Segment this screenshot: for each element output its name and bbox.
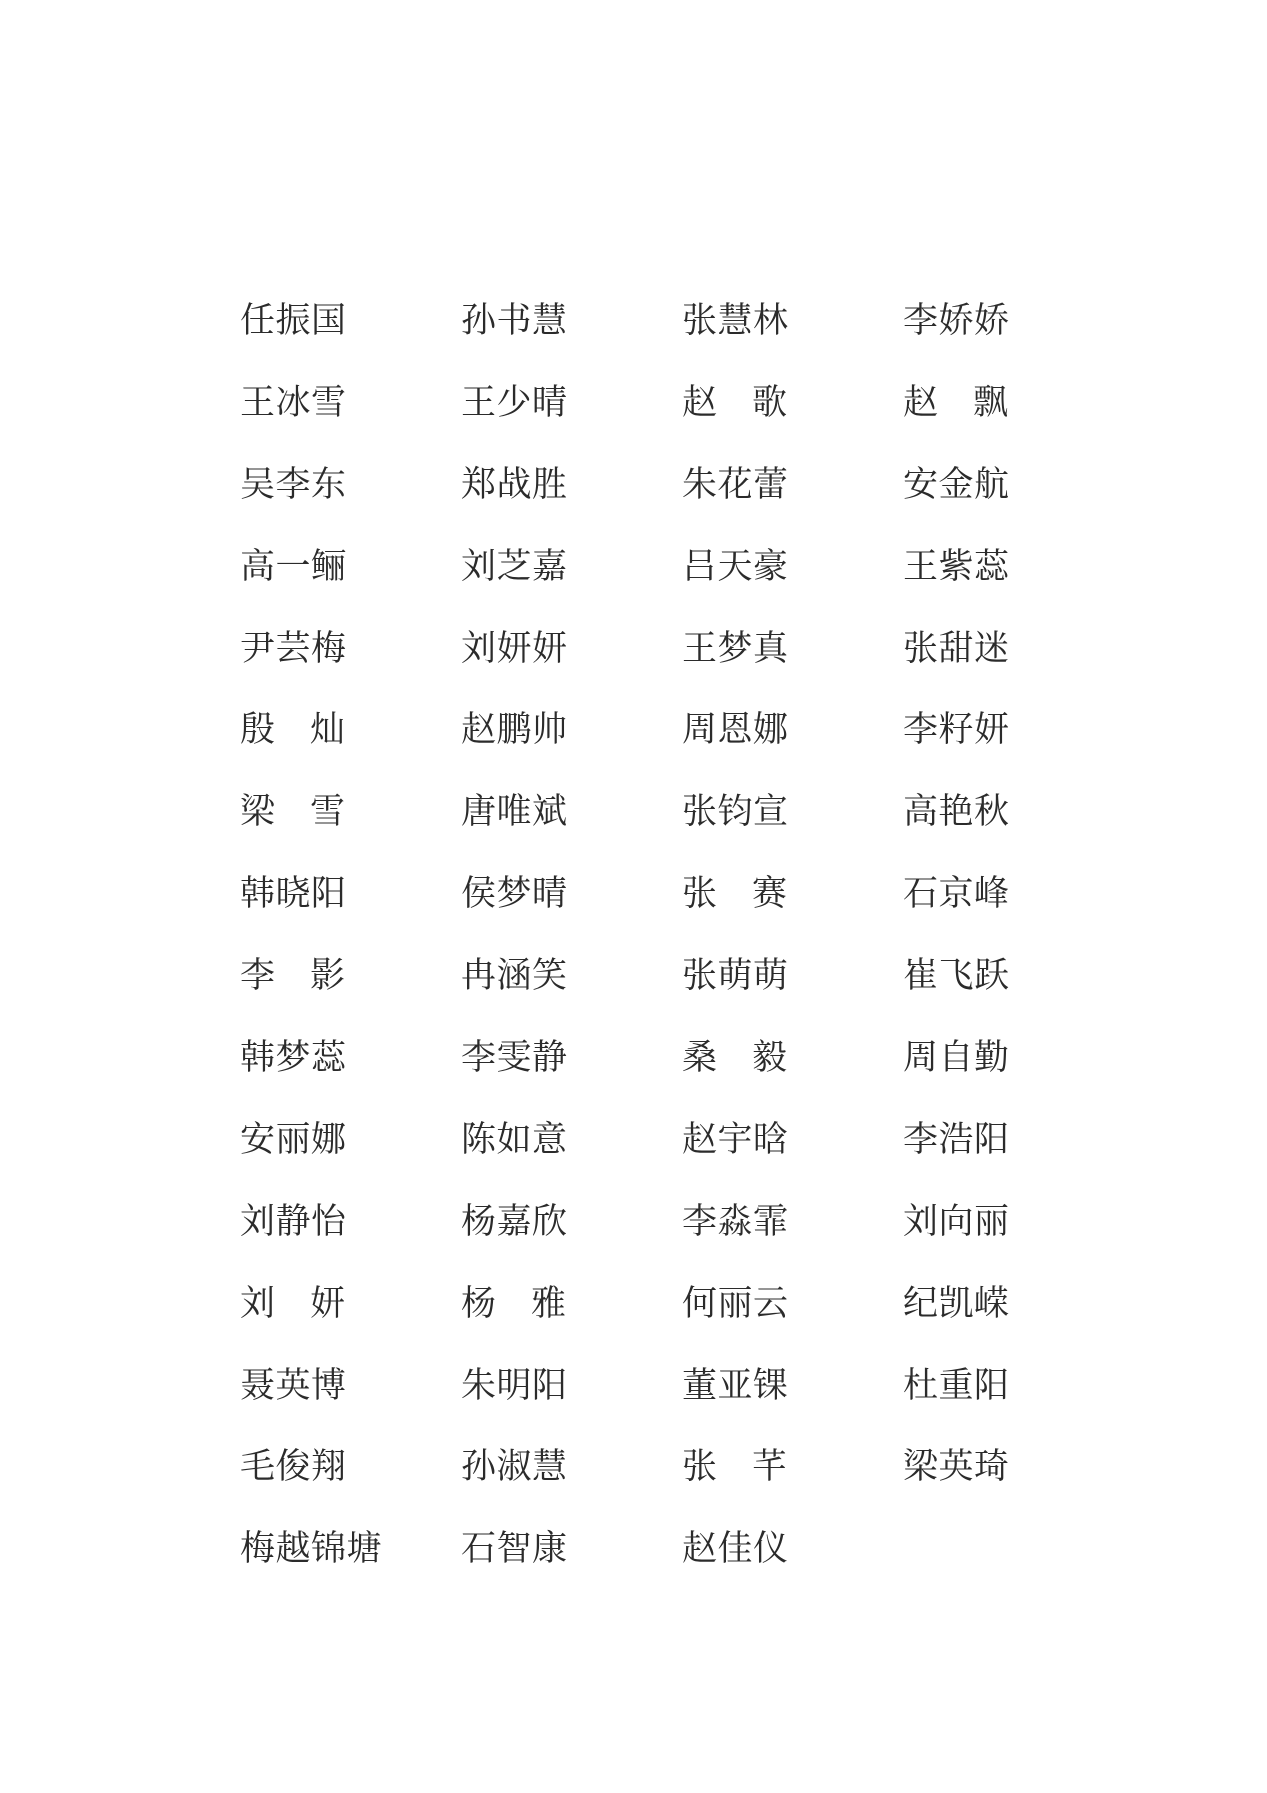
name-entry: 桑 毅: [682, 1038, 788, 1079]
name-entry: 冉涵笑: [461, 956, 568, 997]
name-entry: 安金航: [903, 464, 1010, 505]
name-entry: 张甜迷: [903, 628, 1010, 669]
name-entry: 赵鹏帅: [461, 710, 568, 751]
name-entry: 朱花蕾: [682, 464, 789, 505]
name-entry: 石智康: [461, 1529, 568, 1570]
name-entry: 李娇娇: [903, 301, 1010, 341]
name-entry: 梁 雪: [240, 792, 346, 833]
name-entry: 韩晓阳: [240, 874, 347, 915]
name-entry: 李雯静: [461, 1038, 568, 1079]
name-entry: 杜重阳: [903, 1365, 1010, 1406]
name-entry: 周自勤: [903, 1038, 1010, 1079]
name-entry: 王梦真: [682, 628, 789, 669]
name-entry: 李淼霏: [682, 1201, 789, 1242]
name-entry: 张 芊: [682, 1447, 788, 1488]
name-entry: 王冰雪: [240, 382, 347, 423]
name-entry: 刘静怡: [240, 1201, 347, 1242]
name-entry: 周恩娜: [682, 710, 789, 751]
name-entry: 张慧林: [682, 301, 789, 341]
name-entry: 陈如意: [461, 1119, 568, 1160]
name-entry: 赵宇晗: [682, 1119, 789, 1160]
name-entry: 梅越锦塘: [240, 1529, 383, 1570]
name-entry: 纪凯嵘: [903, 1283, 1010, 1324]
name-entry: 侯梦晴: [461, 874, 568, 915]
name-entry: 刘 妍: [240, 1283, 346, 1324]
name-entry: 郑战胜: [461, 464, 568, 505]
name-entry: 赵 歌: [682, 382, 788, 423]
name-entry: [903, 1519, 1070, 1579]
name-entry: 张 赛: [682, 874, 788, 915]
name-entry: 韩梦蕊: [240, 1038, 347, 1079]
name-entry: 杨嘉欣: [461, 1201, 568, 1242]
name-entry: 赵 飘: [903, 382, 1009, 423]
name-entry: 王少晴: [461, 382, 568, 423]
name-entry: 尹芸梅: [240, 628, 347, 669]
name-entry: 李浩阳: [903, 1119, 1010, 1160]
name-entry: 刘向丽: [903, 1201, 1010, 1242]
name-entry: 高艳秋: [903, 792, 1010, 833]
name-entry: 何丽云: [682, 1283, 789, 1324]
name-entry: 梁英琦: [903, 1447, 1010, 1488]
name-entry: 聂英博: [240, 1365, 347, 1406]
name-entry: 张萌萌: [682, 956, 789, 997]
name-entry: 李 影: [240, 956, 346, 997]
name-entry: 毛俊翔: [240, 1447, 347, 1488]
name-entry: 任振国: [240, 301, 347, 341]
name-entry: 刘芝嘉: [461, 546, 568, 587]
name-entry: 董亚锞: [682, 1365, 789, 1406]
name-entry: 李籽妍: [903, 710, 1010, 751]
name-entry: 刘妍妍: [461, 628, 568, 669]
name-entry: 朱明阳: [461, 1365, 568, 1406]
name-entry: 张钧宣: [682, 792, 789, 833]
name-list: [240, 291, 1070, 1601]
name-entry: 吕天豪: [682, 546, 789, 587]
name-entry: 安丽娜: [240, 1119, 347, 1160]
name-entry: 高一鲡: [240, 546, 347, 587]
name-entry: 孙书慧: [461, 301, 568, 341]
name-entry: 孙淑慧: [461, 1447, 568, 1488]
name-entry: 杨 雅: [461, 1283, 567, 1324]
name-entry: 吴李东: [240, 464, 347, 505]
name-entry: 石京峰: [903, 874, 1010, 915]
name-entry: 唐唯斌: [461, 792, 568, 833]
name-entry: 王紫蕊: [903, 546, 1010, 587]
name-entry: 殷 灿: [240, 710, 346, 751]
name-entry: 赵佳仪: [682, 1529, 789, 1570]
name-entry: 崔飞跃: [903, 956, 1010, 997]
